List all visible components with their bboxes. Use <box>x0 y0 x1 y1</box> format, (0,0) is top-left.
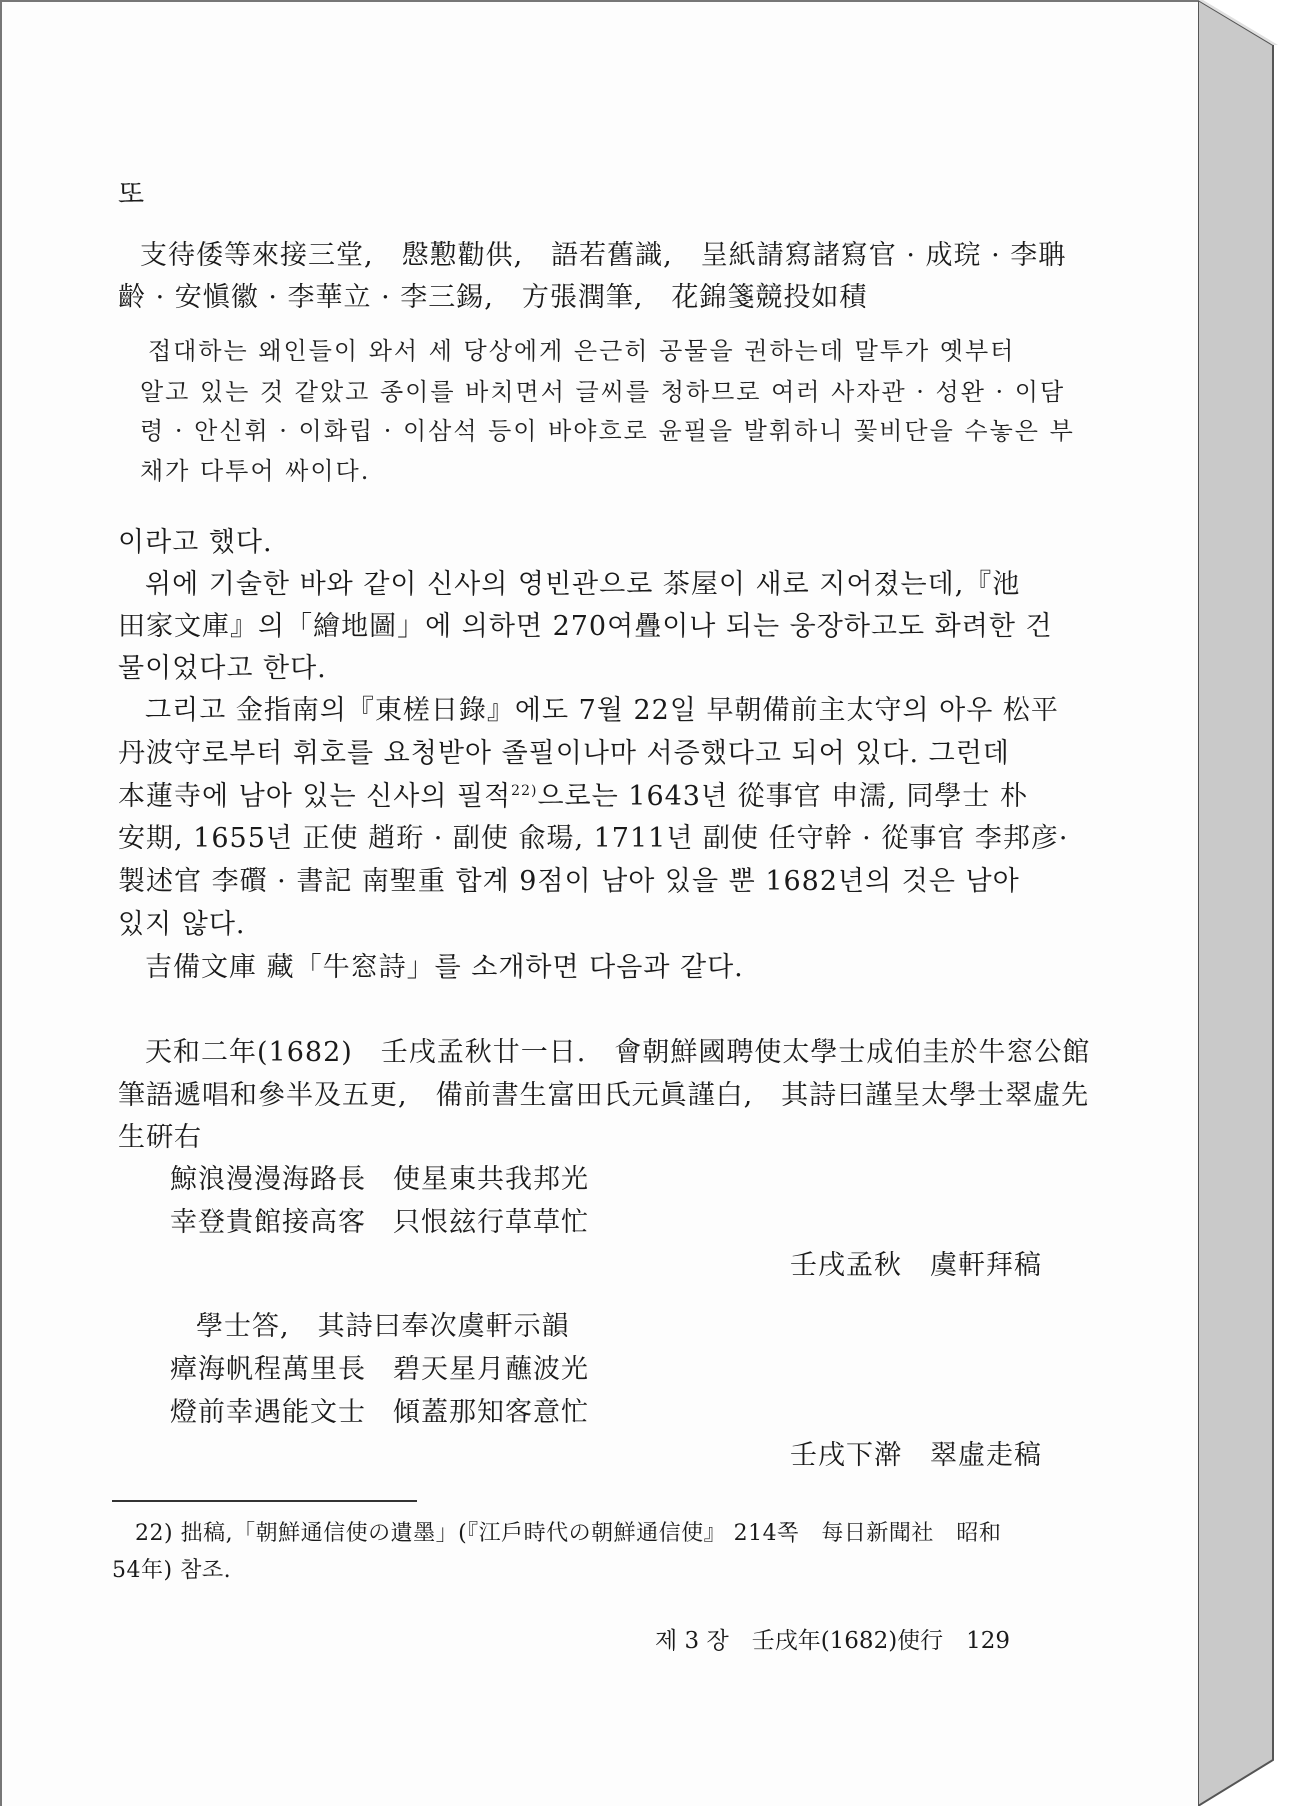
body-line-5: 그리고 金指南의『東槎日錄』에도 7월 22일 早朝備前主太守의 아우 松平 <box>145 695 1059 726</box>
quote-kr-line-1: 접대하는 왜인들이 와서 세 당상에게 은근히 공물을 권하는데 말투가 옛부터 <box>148 337 1016 365</box>
body-line-3: 田家文庫』의「繪地圖」에 의하면 270여疊이나 되는 웅장하고도 화려한 건 <box>118 611 1053 642</box>
section-marker: 또 <box>118 179 146 210</box>
page-footer: 제 3 장 壬戌年(1682)使行 129 <box>655 1628 1011 1654</box>
quote-kr-line-3: 령 · 안신휘 · 이화립 · 이삼석 등이 바야흐로 윤필을 발휘하니 꽃비단을 수놓은 부 <box>140 417 1075 445</box>
body-line-4: 물이었다고 한다. <box>118 653 327 684</box>
poem-intro-line-1: 天和二年(1682) 壬戌孟秋廿一日. 會朝鮮國聘使太學士成伯圭於牛窓公館 <box>145 1037 1091 1068</box>
poem2-verse-1b: 碧天星月蘸波光 <box>393 1354 589 1385</box>
footnote-ref-22: 22) <box>511 783 538 799</box>
quote-kr-line-4: 채가 다투어 싸이다. <box>140 457 371 485</box>
poem2-intro: 學士答, 其詩曰奉次虞軒示韻 <box>196 1311 570 1342</box>
quote-cn-line-1: 支待倭等來接三堂, 慇懃勸供, 語若舊識, 呈紙請寫諸寫官 · 成琓 · 李聃 <box>140 240 1067 271</box>
footnote-line-1: 22) 拙稿,「朝鮮通信使の遺墨」(『江戶時代の朝鮮通信使』 214쪽 每日新聞社 昭和 <box>135 1521 1002 1546</box>
body-line-7-text-a: 本蓮寺에 남아 있는 신사의 필적 <box>118 781 512 812</box>
quote-kr-line-2: 알고 있는 것 같았고 종이를 바치면서 글씨를 청하므로 여러 사자관 · 성완 · 이담 <box>140 378 1066 406</box>
poem1-verse-1a: 鯨浪漫漫海路長 <box>170 1164 366 1195</box>
body-line-9: 製述官 李礥 · 書記 南聖重 합계 9점이 남아 있을 뿐 1682년의 것은 남아 <box>118 866 1020 897</box>
poem-intro-line-2: 筆語遞唱和參半及五更, 備前書生富田氏元眞謹白, 其詩曰謹呈太學士翠虛先 <box>118 1080 1090 1111</box>
body-line-8: 安期, 1655년 正使 趙珩 · 副使 兪瑒, 1711년 副使 任守幹 · 從事官 李邦彦· <box>118 823 1069 854</box>
poem-intro-line-3: 生硏右 <box>118 1122 202 1153</box>
body-line-11: 吉備文庫 藏「牛窓詩」를 소개하면 다음과 같다. <box>145 952 744 983</box>
poem1-signature: 壬戌孟秋 虞軒拜稿 <box>790 1250 1042 1281</box>
body-line-7 <box>118 774 1028 813</box>
body-line-6: 丹波守로부터 휘호를 요청받아 졸필이나마 서증했다고 되어 있다. 그런데 <box>118 738 1010 769</box>
poem1-verse-2a: 幸登貴館接高客 <box>170 1207 366 1238</box>
poem2-verse-2b: 傾蓋那知客意忙 <box>393 1397 589 1428</box>
poem2-signature: 壬戌下澣 翠虛走稿 <box>790 1440 1042 1471</box>
body-line-10: 있지 않다. <box>118 909 246 940</box>
poem1-verse-1b: 使星東共我邦光 <box>393 1164 589 1195</box>
quote-cn-line-2: 齡 · 安愼徽 · 李華立 · 李三錫, 方張潤筆, 花錦箋競投如積 <box>118 282 868 313</box>
poem1-verse-2b: 只恨玆行草草忙 <box>393 1207 589 1238</box>
body-line-1: 이라고 했다. <box>118 527 273 558</box>
footnote-line-2: 54年) 참조. <box>112 1558 232 1583</box>
body-line-2: 위에 기술한 바와 같이 신사의 영빈관으로 茶屋이 새로 지어졌는데,『池 <box>145 569 1021 600</box>
body-line-7-text-b: 으로는 1643년 從事官 申濡, 同學士 朴 <box>537 781 1028 812</box>
book-spine-edge <box>1198 0 1288 1806</box>
footnote-divider <box>112 1500 417 1502</box>
poem2-verse-1a: 瘴海帆程萬里長 <box>170 1354 366 1385</box>
poem2-verse-2a: 燈前幸遇能文士 <box>170 1397 366 1428</box>
